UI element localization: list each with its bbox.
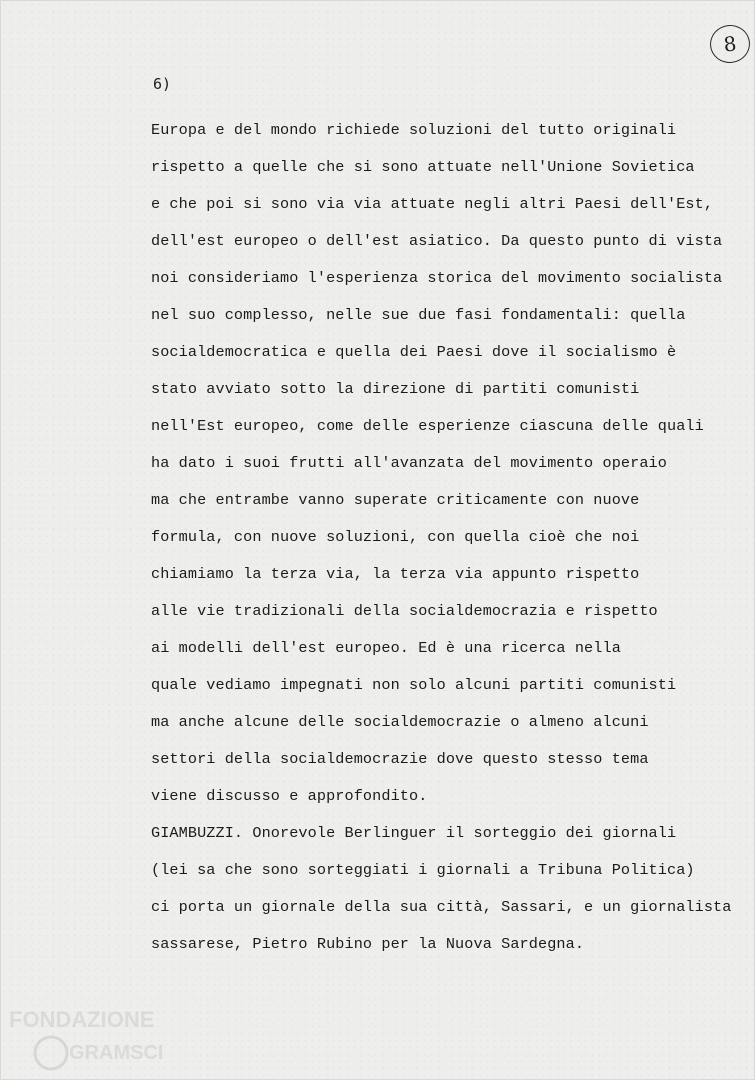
text-line: noi consideriamo l'esperienza storica del movimento socialista — [151, 269, 723, 287]
typewritten-text — [151, 120, 751, 971]
watermark-circle-icon — [35, 1037, 67, 1069]
text-line: nel suo complesso, nelle sue due fasi fondamentali: quella — [151, 306, 686, 324]
text-line: e che poi si sono via via attuate negli altri Paesi dell'Est, — [151, 195, 714, 213]
text-line: ai modelli dell'est europeo. Ed è una ricerca nella — [151, 639, 621, 657]
text-line: alle vie tradizionali della socialdemocrazia e rispetto — [151, 602, 658, 620]
page-stamp — [708, 23, 752, 65]
text-line: chiamiamo la terza via, la terza via appunto rispetto — [151, 565, 640, 583]
text-line: (lei sa che sono sorteggiati i giornali a Tribuna Politica) — [151, 861, 695, 879]
text-line: ma che entrambe vanno superate criticamente con nuove — [151, 491, 640, 509]
watermark-text-fondazione: FONDAZIONE — [9, 1007, 155, 1032]
text-line: nell'Est europeo, come delle esperienze ciascuna delle quali — [151, 417, 704, 435]
stamp-number: 8 — [722, 31, 738, 57]
text-line: ma anche alcune delle socialdemocrazie o almeno alcuni — [151, 713, 649, 731]
text-line: ha dato i suoi frutti all'avanzata del movimento operaio — [151, 454, 667, 472]
text-line: GIAMBUZZI. Onorevole Berlinguer il sorteggio dei giornali — [151, 824, 677, 842]
text-line: stato avviato sotto la direzione di partiti comunisti — [151, 380, 640, 398]
watermark-logo — [7, 1001, 207, 1073]
text-line: quale vediamo impegnati non solo alcuni partiti comunisti — [151, 676, 677, 694]
text-line: Europa e del mondo richiede soluzioni del tutto originali — [151, 121, 677, 139]
text-line: formula, con nuove soluzioni, con quella cioè che noi — [151, 528, 640, 546]
text-line: dell'est europeo o dell'est asiatico. Da questo punto di vista — [151, 232, 723, 250]
text-line: viene discusso e approfondito. — [151, 787, 428, 805]
text-line: rispetto a quelle che si sono attuate nell'Unione Sovietica — [151, 158, 695, 176]
text-line: sassarese, Pietro Rubino per la Nuova Sardegna. — [151, 935, 585, 953]
text-line: ci porta un giornale della sua città, Sassari, e un giornalista — [151, 898, 732, 916]
watermark-text-gramsci: GRAMSCI — [69, 1042, 164, 1064]
text-line: settori della socialdemocrazie dove questo stesso tema — [151, 750, 649, 768]
text-line: socialdemocratica e quella dei Paesi dove il socialismo è — [151, 343, 677, 361]
page-number: 6) — [153, 75, 172, 93]
